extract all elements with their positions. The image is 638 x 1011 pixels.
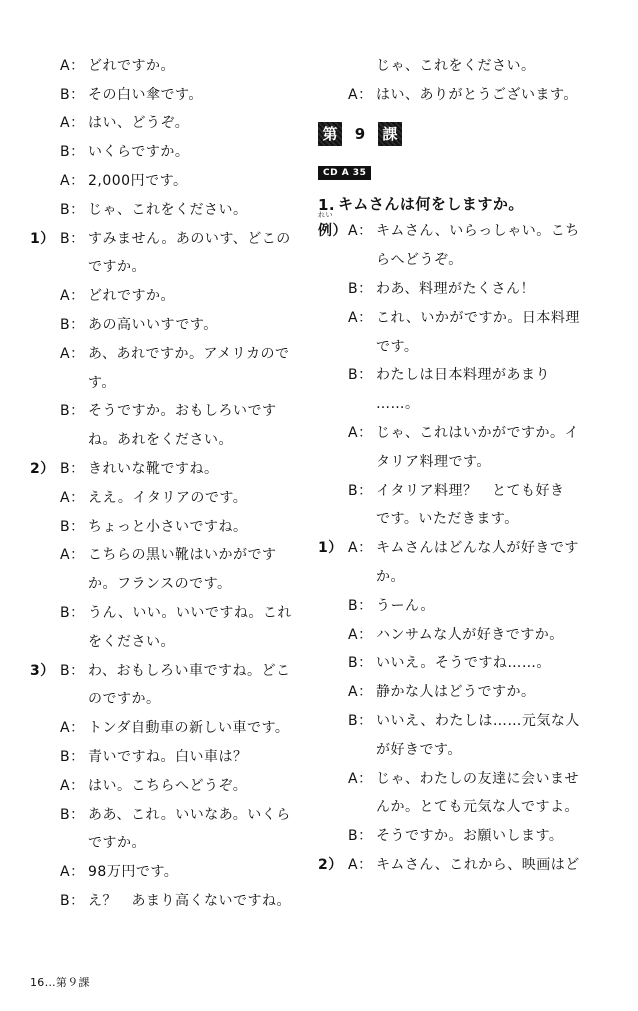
speaker-label: A：	[348, 424, 373, 441]
dialogue-text: 青いですね。白い車は？	[88, 748, 248, 765]
dialogue-text: か。フランスのです。	[88, 576, 232, 593]
dialogue-line	[30, 48, 320, 77]
speaker-label: B：	[60, 144, 85, 161]
speaker-label: A：	[348, 86, 373, 103]
dialogue-line	[30, 739, 320, 768]
dialogue-line	[318, 444, 623, 473]
dialogue-text: タリア料理です。	[376, 453, 491, 470]
dialogue-text: イタリア料理？ とても好き	[376, 482, 565, 499]
dialogue-line	[30, 480, 320, 509]
dialogue-line	[30, 566, 320, 595]
dialogue-line	[318, 646, 623, 675]
dialogue-line	[318, 271, 623, 300]
lesson-ka-box: 課	[378, 122, 402, 146]
dialogue-line	[30, 797, 320, 826]
dialogue-text: キムさん、これから、映画はど	[376, 856, 580, 873]
dialogue-text: これ、いかがですか。日本料理	[376, 309, 580, 326]
dialogue-line	[30, 77, 320, 106]
dialogue-text: キムさんはどんな人が好きです	[376, 540, 579, 557]
dialogue-line	[318, 588, 623, 617]
dialogue-text: ああ、これ。いいなあ。いくら	[88, 806, 291, 823]
item-number: 3）	[30, 662, 55, 679]
dialogue-line	[318, 847, 623, 876]
dialogue-line	[30, 883, 320, 912]
dialogue-line	[318, 818, 623, 847]
speaker-label: A：	[60, 172, 85, 189]
dialogue-text: ですか。	[88, 835, 146, 852]
speaker-label: B：	[60, 806, 85, 823]
example-mark	[318, 211, 348, 240]
dialogue-text: ですか。	[88, 259, 146, 276]
speaker-label: B：	[60, 460, 85, 477]
dialogue-text: が好きです。	[376, 741, 462, 758]
dialogue-text: そうですか。おもしろいです	[88, 403, 277, 420]
dialogue-line	[318, 703, 623, 732]
dialogue-text: キムさん、いらっしゃい。こち	[376, 223, 580, 240]
example-label: 例）	[318, 223, 347, 240]
dialogue-text: どれですか。	[88, 288, 175, 305]
dialogue-text: うーん。	[376, 597, 435, 614]
speaker-label: A：	[60, 777, 85, 794]
dialogue-line	[30, 509, 320, 538]
dialogue-line	[318, 502, 623, 531]
section-title-text: キムさんは何をしますか。	[338, 194, 524, 213]
dialogue-text: あ、あれですか。アメリカので	[88, 345, 290, 362]
speaker-label: B：	[348, 280, 373, 297]
dialogue-line	[30, 451, 320, 480]
dialogue-line	[318, 300, 623, 329]
dialogue-line	[30, 106, 320, 135]
dialogue-line	[30, 710, 320, 739]
speaker-label: A：	[348, 540, 373, 557]
dialogue-line	[318, 790, 623, 819]
speaker-label: A：	[348, 856, 373, 873]
speaker-label: A：	[60, 288, 85, 305]
dialogue-line	[30, 221, 320, 250]
speaker-label: B：	[348, 655, 373, 672]
speaker-label: B：	[348, 712, 373, 729]
speaker-label: A：	[348, 770, 373, 787]
speaker-label: B：	[348, 828, 373, 845]
dialogue-line	[30, 826, 320, 855]
dialogue-line	[318, 211, 623, 243]
dialogue-line	[318, 674, 623, 703]
speaker-label: B：	[60, 316, 85, 333]
speaker-label: B：	[60, 892, 85, 909]
page-footer: 16…第９課	[30, 976, 90, 989]
dialogue-text: こちらの黒い靴はいかがです	[88, 547, 277, 564]
dialogue-text: はい、どうぞ。	[88, 115, 190, 132]
dialogue-text: はい。こちらへどうぞ。	[88, 777, 248, 794]
dialogue-line	[30, 422, 320, 451]
speaker-label: A：	[348, 309, 373, 326]
dialogue-text: うん、いい。いいですね。これ	[88, 604, 292, 621]
dialogue-text: あの高いいすです。	[88, 316, 218, 333]
dialogue-line	[30, 595, 320, 624]
speaker-label: A：	[348, 626, 373, 643]
dialogue-line	[30, 278, 320, 307]
dialogue-text: んか。とても元気な人ですよ。	[376, 799, 579, 816]
dialogue-text: すみません。あのいす、どこの	[88, 230, 291, 247]
speaker-label: B：	[60, 748, 85, 765]
dialogue-line	[318, 732, 623, 761]
speaker-label: B：	[60, 518, 85, 535]
dialogue-line	[30, 653, 320, 682]
speaker-label: B：	[60, 403, 85, 420]
dialogue-line	[318, 329, 623, 358]
dialogue-line	[318, 761, 623, 790]
spacer	[318, 106, 623, 114]
dialogue-text: じゃ、わたしの友達に会いませ	[376, 770, 579, 787]
section-number: 1.	[318, 195, 336, 214]
dialogue-text: のですか。	[88, 691, 161, 708]
speaker-label: A：	[60, 489, 85, 506]
dialogue-text: ええ。イタリアのです。	[88, 489, 248, 506]
dialogue-line	[30, 163, 320, 192]
speaker-label: A：	[60, 864, 85, 881]
item-number: 2）	[30, 460, 55, 477]
dialogue-line	[318, 473, 623, 502]
right-column	[318, 48, 623, 876]
speaker-label: A：	[348, 684, 373, 701]
dialogue-line	[30, 854, 320, 883]
speaker-label: A：	[60, 547, 85, 564]
speaker-label: B：	[60, 604, 85, 621]
dialogue-line	[30, 336, 320, 365]
dialogue-text: ハンサムな人が好きですか。	[376, 626, 564, 643]
speaker-label: A：	[60, 115, 85, 132]
dialogue-text: え？ あまり高くないですね。	[88, 892, 291, 909]
item-number: 2）	[318, 856, 343, 873]
cd-track-badge: CD A 35	[318, 166, 371, 180]
speaker-label: B：	[60, 230, 85, 247]
dialogue-text: 98万円です。	[88, 864, 179, 881]
dialogue-line	[30, 538, 320, 567]
dialogue-text: じゃ、これをください。	[376, 57, 536, 74]
dialogue-text: わたしは日本料理があまり	[376, 367, 550, 384]
speaker-label: B：	[60, 201, 85, 218]
lesson-dai-box: 第	[318, 122, 342, 146]
dialogue-line	[318, 242, 623, 271]
speaker-label: B：	[348, 597, 373, 614]
dialogue-text: じゃ、これはいかがですか。イ	[376, 424, 579, 441]
dialogue-line	[30, 365, 320, 394]
dialogue-text: じゃ、これをください。	[88, 201, 248, 218]
speaker-label: A：	[60, 720, 85, 737]
dialogue-line	[318, 386, 623, 415]
dialogue-text: そうですか。お願いします。	[376, 828, 564, 845]
dialogue-text: わ、おもしろい車ですね。どこ	[88, 662, 291, 679]
dialogue-line	[30, 682, 320, 711]
dialogue-line	[318, 559, 623, 588]
dialogue-line	[30, 394, 320, 423]
dialogue-line	[318, 617, 623, 646]
dialogue-text: をください。	[88, 633, 175, 650]
dialogue-line	[30, 192, 320, 221]
dialogue-line	[318, 48, 623, 77]
dialogue-text: いいえ、わたしは……元気な人	[376, 712, 580, 729]
dialogue-text: ちょっと小さいですね。	[88, 518, 248, 535]
dialogue-text: 静かな人はどうですか。	[376, 684, 536, 701]
dialogue-line	[318, 358, 623, 387]
dialogue-text: わあ、料理がたくさん！	[376, 280, 535, 297]
speaker-label: A：	[60, 57, 85, 74]
item-number: 1）	[318, 540, 343, 557]
speaker-label: A：	[348, 223, 373, 240]
dialogue-line	[30, 768, 320, 797]
dialogue-line	[318, 530, 623, 559]
dialogue-text: す。	[88, 374, 116, 391]
dialogue-text: いいえ。そうですね……。	[376, 655, 551, 672]
dialogue-text: きれいな靴ですね。	[88, 460, 219, 477]
dialogue-line	[30, 250, 320, 279]
dialogue-line	[318, 415, 623, 444]
lesson-heading	[318, 114, 623, 154]
speaker-label: A：	[60, 345, 85, 362]
left-column	[30, 48, 320, 912]
dialogue-text: はい、ありがとうございます。	[376, 86, 578, 103]
dialogue-line	[30, 624, 320, 653]
dialogue-text: ね。あれをください。	[88, 432, 233, 449]
dialogue-text: トンダ自動車の新しい車です。	[88, 720, 290, 737]
dialogue-text: いくらですか。	[88, 144, 190, 161]
example-ruby: れい	[318, 211, 333, 220]
section-title	[318, 186, 623, 214]
lesson-number: 9	[354, 124, 366, 143]
dialogue-line	[30, 307, 320, 336]
dialogue-text: 2,000円です。	[88, 172, 188, 189]
item-number: 1）	[30, 230, 55, 247]
dialogue-text: か。	[376, 568, 405, 585]
dialogue-line	[318, 77, 623, 106]
dialogue-text: その白い傘です。	[88, 86, 203, 103]
speaker-label: B：	[348, 367, 373, 384]
speaker-label: B：	[348, 482, 373, 499]
dialogue-line	[30, 134, 320, 163]
speaker-label: B：	[60, 662, 85, 679]
cd-track-row	[318, 160, 623, 186]
dialogue-text: です。いただきます。	[376, 511, 519, 528]
speaker-label: B：	[60, 86, 85, 103]
dialogue-text: です。	[376, 338, 419, 355]
dialogue-text: どれですか。	[88, 57, 175, 74]
dialogue-text: ……。	[376, 396, 420, 413]
dialogue-text: らへどうぞ。	[376, 252, 463, 269]
